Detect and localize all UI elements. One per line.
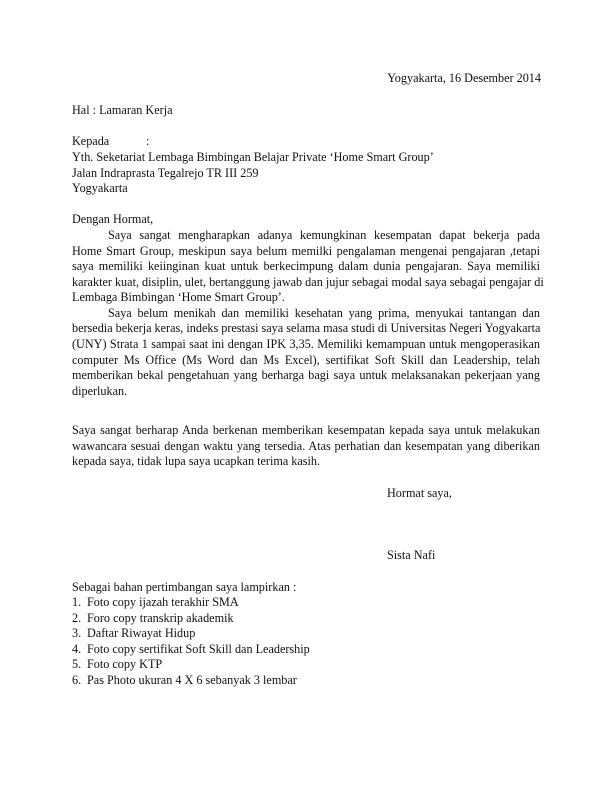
list-item [72, 611, 310, 627]
kepada-colon: : [146, 134, 150, 148]
list-item [72, 595, 310, 611]
list-item-number: 2. [72, 610, 82, 625]
recipient-line: Yth. Seketariat Lembaga Bimbingan Belajar Private ‘Home Smart Group’ [72, 150, 434, 164]
paragraph1-line: saya memiliki keiinginan kuat untuk berkecimpung dalam dunia pengajaran. Saya memiliki [72, 259, 540, 273]
list-item [72, 626, 310, 642]
closing: Hormat saya, [387, 486, 452, 500]
list-item-number: 6. [72, 672, 82, 687]
paragraph2-line: bersedia bekerja keras, indeks prestasi saya selama masa studi di Universitas Negeri Yogyakarta [72, 321, 541, 335]
paragraph3-line: Saya sangat berharap Anda berkenan memberikan kesempatan kepada saya untuk melakukan [72, 423, 540, 437]
paragraph3-line: wawancara sesuai dengan waktu yang tersedia. Atas perhatian dan kesempatan yang diberikan [72, 439, 540, 453]
recipient-address: Jalan Indraprasta Tegalrejo TR III 259 [72, 166, 259, 180]
list-item-text: Foro copy transkrip akademik [87, 610, 234, 625]
place-date: Yogyakarta, 16 Desember 2014 [387, 71, 541, 85]
list-item-number: 4. [72, 641, 82, 656]
list-item-text: Foto copy ijazah terakhir SMA [87, 595, 239, 609]
greeting: Dengan Hormat, [72, 212, 154, 226]
list-item-text: Foto copy KTP [87, 657, 163, 672]
list-item [72, 657, 310, 673]
list-item-text: Foto copy sertifikat Soft Skill dan Leadership [87, 641, 310, 656]
list-item-number: 1. [72, 595, 82, 609]
paragraph1-line: karakter kuat, disiplin, ulet, bertanggung jawab dan jujur sebagai modal saya sebagai pengajar di [72, 275, 544, 289]
paragraph1-line: Saya sangat mengharapkan adanya kemungkinan kesempatan dapat bekerja pada [108, 228, 540, 242]
list-item-text: Daftar Riwayat Hidup [87, 626, 196, 641]
paragraph2-line: memberikan bekal pengetahuan yang berharga bagi saya untuk melaksanakan pekerjaan yang [72, 368, 540, 382]
subject-line: Hal : Lamaran Kerja [72, 103, 173, 117]
recipient-city: Yogyakarta [72, 181, 128, 195]
paragraph1-line: Home Smart Group, meskipun saya belum memilki pengalaman mengenai pengajaran ,tetapi [72, 244, 540, 258]
paragraph2-line: computer Ms Office (Ms Word dan Ms Excel), sertifikat Soft Skill dan Leadership, telah [72, 353, 540, 367]
attachments-intro: Sebagai bahan pertimbangan saya lampirkan : [72, 580, 297, 594]
attachments-list [72, 595, 310, 689]
list-item-number: 5. [72, 657, 82, 672]
paragraph1-line: Lembaga Bimbingan ‘Home Smart Group’. [72, 290, 285, 304]
paragraph3-line: kepada saya, tidak lupa saya ucapkan terima kasih. [72, 454, 321, 468]
list-item [72, 673, 310, 689]
list-item [72, 642, 310, 658]
paragraph2-line: Saya belum menikah dan memiliki kesehatan yang prima, menyukai tantangan dan [108, 306, 540, 320]
kepada-label: Kepada [72, 134, 110, 148]
paragraph2-line: (UNY) Strata 1 sampai saat ini dengan IPK 3,35. Memiliki kemampuan untuk mengoperasikan [72, 337, 540, 351]
list-item-text: Pas Photo ukuran 4 X 6 sebanyak 3 lembar [87, 672, 297, 687]
list-item-number: 3. [72, 626, 82, 641]
kepada-line [72, 134, 149, 150]
signature-name: Sista Nafi [387, 548, 436, 562]
paragraph2-line: diperlukan. [72, 384, 128, 398]
